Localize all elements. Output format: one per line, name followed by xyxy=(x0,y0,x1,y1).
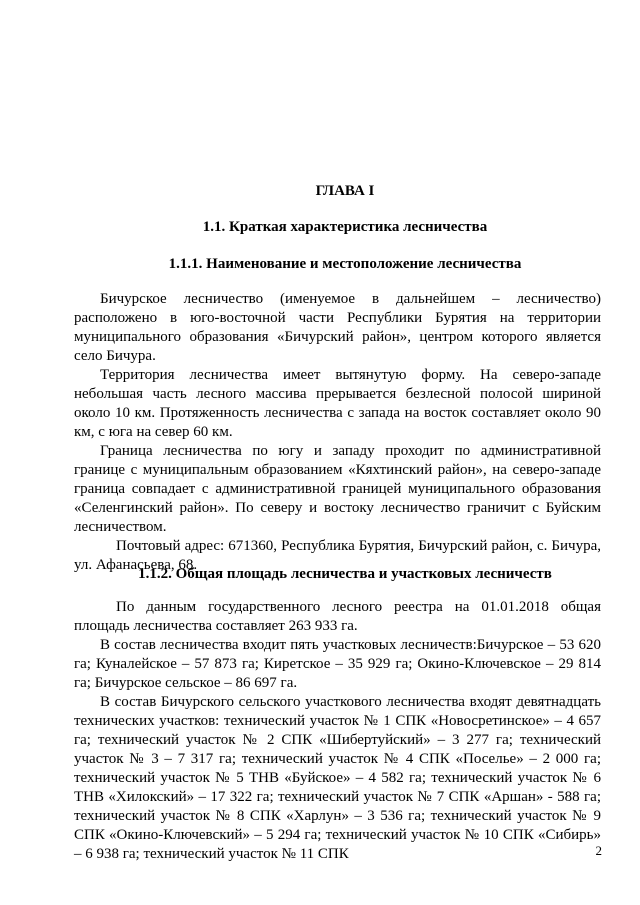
section-heading-1-1: 1.1. Краткая характеристика лесничества xyxy=(202,219,488,235)
paragraph-postal-address: Почтовый адрес: 671360, Республика Бурятия, Бичурский район, с. Бичура, ул. Афанасьева, 68. xyxy=(74,538,601,573)
paragraph-borders: Граница лесничества по югу и западу проходит по административной границе с муниципальным образованием «Кяхтинский район», на северо-западе граница совпадает с административной границей муниципального образования «Селенгинский район». По северу и востоку лесничество граничит с Буйским лесничеством. xyxy=(74,443,601,535)
section-heading-1-1-2: 1.1.2. Общая площадь лесничества и участковых лесничеств xyxy=(138,566,552,582)
paragraph-district-forestries: В состав лесничества входит пять участковых лесничеств:Бичурское – 53 620 га; Куналейское – 57 873 га; Киретское – 35 929 га; Окино-Ключевское – 29 814 га; Бичурское сельское – 86 697 га. xyxy=(74,637,601,691)
chapter-title: ГЛАВА I xyxy=(315,183,375,199)
paragraph-technical-plots: В состав Бичурского сельского участкового лесничества входят девятнадцать технических участков: технический участок № 1 СПК «Новосретинское» – 4 657 га; технический участок № 2 СПК «Шибертуйский» – 3 277 га; технический участок № 3 – 7 317 га; технический участок № 4 СПК «Поселье» – 2 000 га; технический участок № 5 ТНВ «Буйское» – 4 582 га; технический участок № 6 ТНВ «Хилокский» – 17 322 га; технический участок № 7 СПК «Аршан» - 588 га; технический участок № 8 СПК «Харлун» – 3 536 га; технический участок № 9 СПК «Окино-Ключевский» – 5 294 га; технический участок № 10 СПК «Сибирь» – 6 938 га; технический участок № 11 СПК xyxy=(74,694,601,862)
section-heading-1-1-1: 1.1.1. Наименование и местоположение лесничества xyxy=(168,256,522,272)
section-1-1-2-body xyxy=(74,598,601,864)
paragraph-territory: Территория лесничества имеет вытянутую форму. На северо-западе небольшая часть лесного массива прерывается безлесной полосой шириной около 10 км. Протяженность лесничества с запада на восток составляет около 90 км, с юга на север 60 км. xyxy=(74,367,601,440)
paragraph-location: Бичурское лесничество (именуемое в дальнейшем – лесничество) расположено в юго-восточной части Республики Бурятия на территории муниципального образования «Бичурский район», центром которого является село Бичура. xyxy=(74,291,601,364)
page-number: 2 xyxy=(595,843,602,858)
paragraph-total-area: По данным государственного лесного реестра на 01.01.2018 общая площадь лесничества составляет 263 933 га. xyxy=(74,599,601,634)
section-1-1-1-body xyxy=(74,290,601,575)
